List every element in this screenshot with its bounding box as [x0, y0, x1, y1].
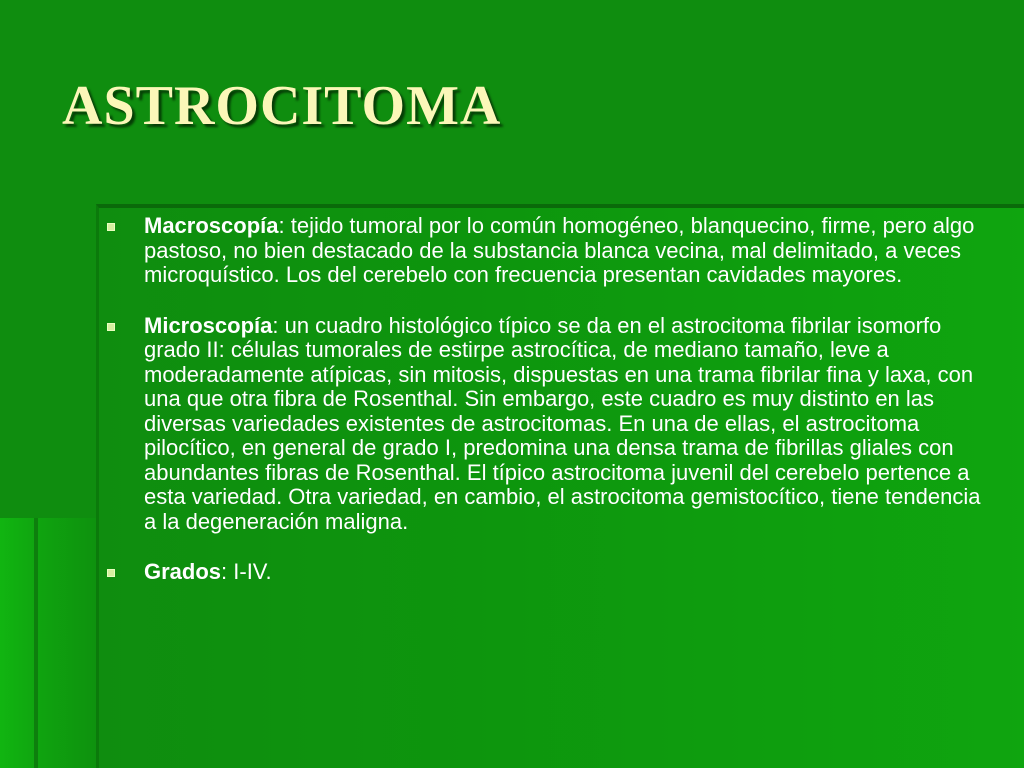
- bullet-text: : tejido tumoral por lo común homogéneo, blanquecino, firme, pero algo pastoso, no bien destacado de la substancia blanca vecina, mal delimitado, a veces microquístico. Los del cerebelo con frecuencia presentan cavidades mayores.: [144, 213, 975, 287]
- bullet-term: Grados: [144, 559, 222, 584]
- bullet-item-macroscopia: [106, 214, 986, 288]
- slide-content: [106, 214, 986, 611]
- bullet-text: : un cuadro histológico típico se da en el astrocitoma fibrilar isomorfo grado II: células tumorales de estirpe astrocítica, de mediano tamaño, leve a moderadamente atípicas, sin mitosis, dispuestas en una trama fibrilar fina y laxa, con una que otra fibra de Rosenthal. Sin embargo, este cuadro es muy distinto en las diversas variedades existentes de astrocitomas. En una de ellas, el astrocitoma pilocítico, en general de grado I, predomina una densa trama de fibrillas gliales con abundantes fibras de Rosenthal. El típico astrocitoma juvenil del cerebelo pertence a esta variedad. Otra variedad, en cambio, el astrocitoma gemistocítico, tiene tendencia a la degeneración maligna.: [144, 312, 981, 534]
- bullet-term: Microscopía: [144, 312, 273, 338]
- background-strip: [34, 518, 38, 768]
- bullet-term: Macroscopía: [144, 213, 279, 238]
- slide-title: ASTROCITOMA: [62, 75, 502, 137]
- bullet-item-grados: [106, 560, 986, 585]
- bullet-text: : I-IV.: [221, 559, 272, 584]
- bullet-list: [106, 214, 986, 585]
- square-bullet-icon: [107, 223, 115, 231]
- background-block-left: [0, 518, 96, 768]
- square-bullet-icon: [107, 323, 115, 331]
- square-bullet-icon: [107, 569, 115, 577]
- bullet-item-microscopia: [106, 314, 986, 535]
